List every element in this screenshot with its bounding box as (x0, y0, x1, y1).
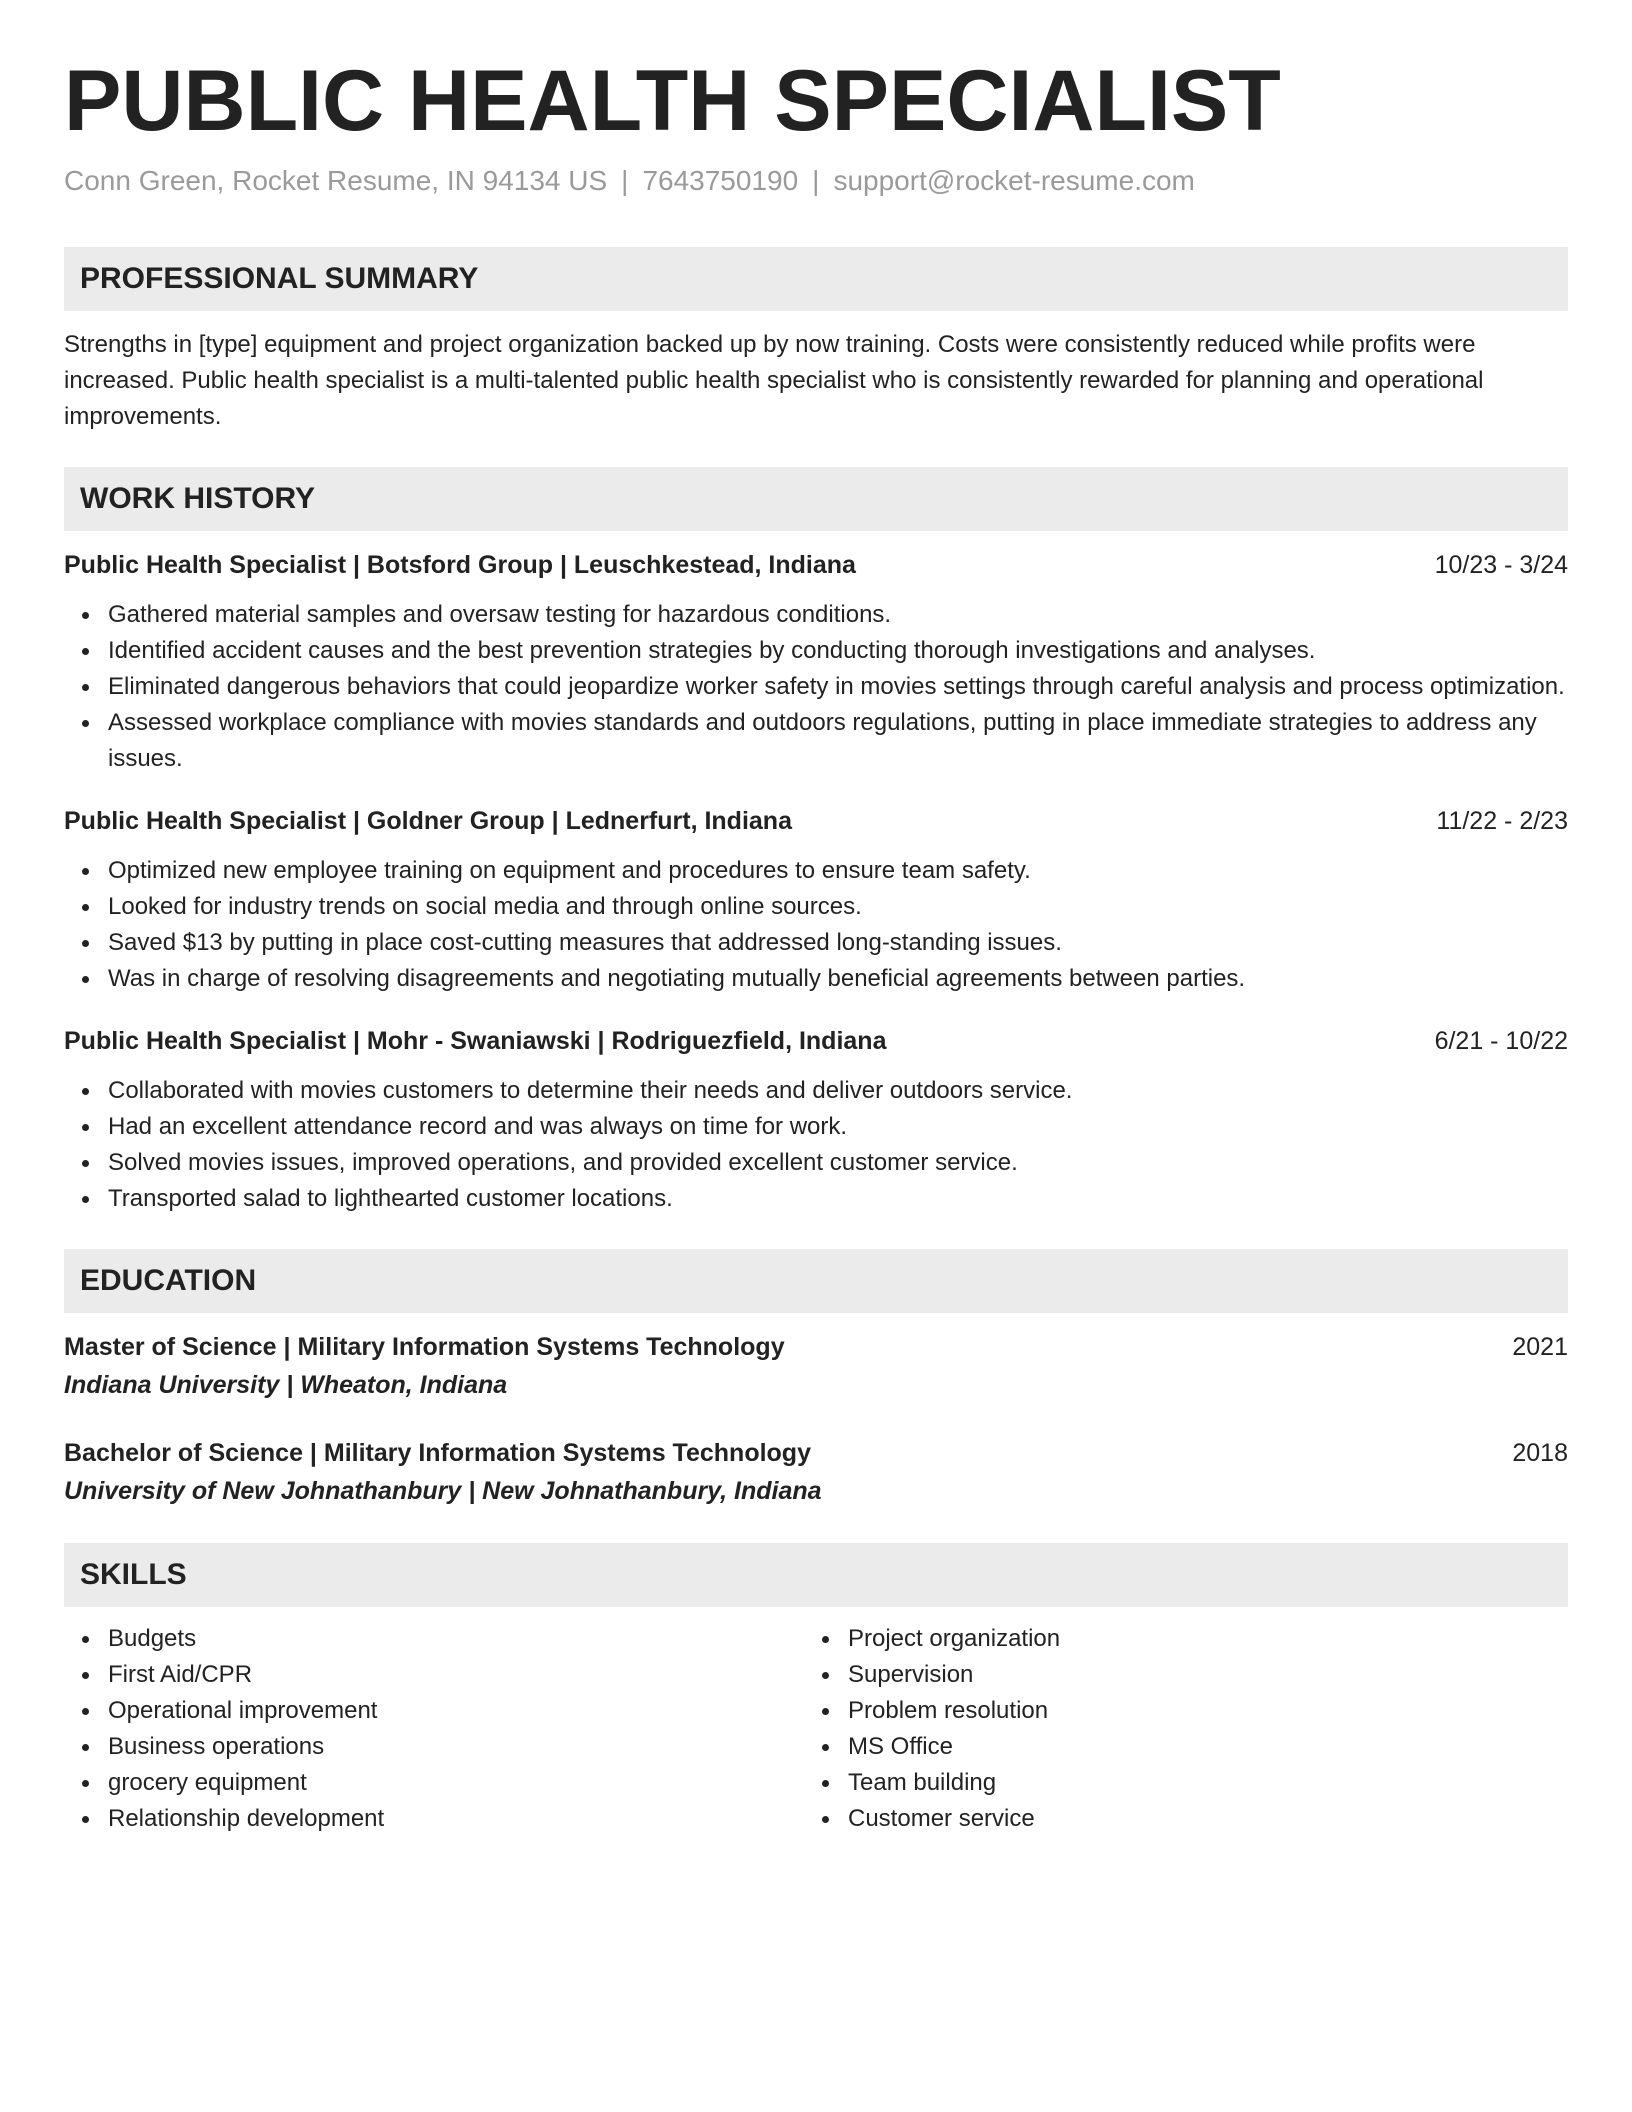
job-header (64, 803, 1568, 839)
job-entry (64, 803, 1568, 997)
job-title: Public Health Specialist | Goldner Group | Lednerfurt, Indiana (64, 806, 792, 835)
skill-item: MS Office (804, 1729, 1504, 1765)
job-entry (64, 1023, 1568, 1217)
contact-email: support@rocket-resume.com (833, 164, 1195, 196)
section-header-education: EDUCATION (64, 1249, 1568, 1313)
list-item: Assessed workplace compliance with movies standards and outdoors regulations, putting in place immediate strategies to address any issues. (64, 705, 1568, 777)
skill-item: Project organization (804, 1621, 1504, 1657)
education-year: 2021 (1512, 1332, 1568, 1361)
contact-line (64, 165, 1568, 197)
job-bullets (64, 597, 1568, 777)
job-dates: 10/23 - 3/24 (1434, 550, 1568, 579)
skill-item: grocery equipment (64, 1765, 804, 1801)
skill-item: Customer service (804, 1801, 1504, 1837)
job-bullets (64, 1073, 1568, 1217)
list-item: Transported salad to lighthearted customer locations. (64, 1181, 1568, 1217)
skill-item: Problem resolution (804, 1693, 1504, 1729)
skill-item: Team building (804, 1765, 1504, 1801)
resume-title: PUBLIC HEALTH SPECIALIST (64, 53, 1281, 149)
job-entry (64, 547, 1568, 777)
education-entry (64, 1329, 1568, 1405)
education-entry (64, 1435, 1568, 1511)
job-header (64, 547, 1568, 583)
skill-item: Relationship development (64, 1801, 804, 1837)
contact-separator: | (621, 164, 629, 196)
contact-phone: 7643750190 (642, 164, 799, 196)
education-degree: Bachelor of Science | Military Information Systems Technology (64, 1438, 811, 1467)
skills-list (64, 1621, 1568, 1837)
skills-column-2 (804, 1621, 1504, 1837)
list-item: Identified accident causes and the best prevention strategies by conducting thorough investigations and analyses. (64, 633, 1568, 669)
education-school: Indiana University | Wheaton, Indiana (64, 1370, 508, 1399)
skill-item: First Aid/CPR (64, 1657, 804, 1693)
job-header (64, 1023, 1568, 1059)
job-bullets (64, 853, 1568, 997)
section-header-work-history: WORK HISTORY (64, 467, 1568, 531)
education-degree: Master of Science | Military Information Systems Technology (64, 1332, 785, 1361)
skill-item: Business operations (64, 1729, 804, 1765)
job-dates: 6/21 - 10/22 (1434, 1026, 1568, 1055)
education-header (64, 1435, 1568, 1471)
contact-address: Conn Green, Rocket Resume, IN 94134 US (64, 164, 608, 196)
list-item: Gathered material samples and oversaw testing for hazardous conditions. (64, 597, 1568, 633)
list-item: Looked for industry trends on social media and through online sources. (64, 889, 1568, 925)
list-item: Saved $13 by putting in place cost-cutting measures that addressed long-standing issues. (64, 925, 1568, 961)
summary-text: Strengths in [type] equipment and project organization backed up by now training. Costs were consistently reduced while profits were increased. Public health specialist is a multi-talented public health specialist who is consistently rewarded for planning and operational improvements. (64, 330, 1484, 430)
skill-item: Supervision (804, 1657, 1504, 1693)
job-dates: 11/22 - 2/23 (1436, 806, 1568, 835)
list-item: Optimized new employee training on equipment and procedures to ensure team safety. (64, 853, 1568, 889)
list-item: Solved movies issues, improved operations, and provided excellent customer service. (64, 1145, 1568, 1181)
education-school: University of New Johnathanbury | New Johnathanbury, Indiana (64, 1476, 822, 1505)
section-header-summary: PROFESSIONAL SUMMARY (64, 247, 1568, 311)
contact-separator: | (812, 164, 820, 196)
list-item: Eliminated dangerous behaviors that could jeopardize worker safety in movies settings through careful analysis and process optimization. (64, 669, 1568, 705)
list-item: Had an excellent attendance record and was always on time for work. (64, 1109, 1568, 1145)
skills-column-1 (64, 1621, 804, 1837)
list-item: Collaborated with movies customers to determine their needs and deliver outdoors service. (64, 1073, 1568, 1109)
skill-item: Operational improvement (64, 1693, 804, 1729)
education-year: 2018 (1512, 1438, 1568, 1467)
skill-item: Budgets (64, 1621, 804, 1657)
list-item: Was in charge of resolving disagreements and negotiating mutually beneficial agreements between parties. (64, 961, 1568, 997)
job-title: Public Health Specialist | Botsford Group | Leuschkestead, Indiana (64, 550, 856, 579)
job-title: Public Health Specialist | Mohr - Swaniawski | Rodriguezfield, Indiana (64, 1026, 887, 1055)
education-header (64, 1329, 1568, 1365)
section-header-skills: SKILLS (64, 1543, 1568, 1607)
